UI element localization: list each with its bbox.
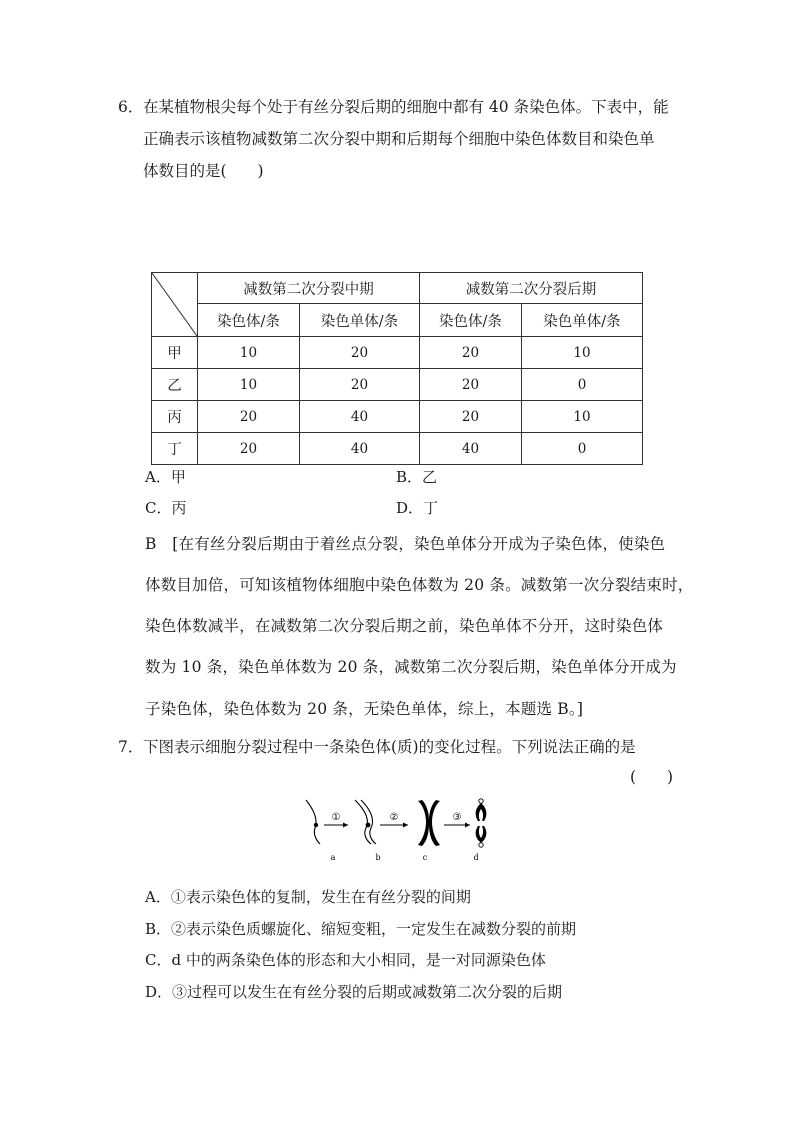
step-label-1: ① <box>331 812 341 823</box>
table-cell: 40 <box>300 433 420 465</box>
chromosome-c-shape <box>418 800 440 846</box>
group-header-metaphase-ii: 减数第二次分裂中期 <box>198 273 420 304</box>
arrow-3-icon <box>465 823 470 828</box>
question-6-stem-line-1: 在某植物根尖每个处于有丝分裂后期的细胞中都有 40 条染色体。下表中，能 <box>143 98 669 116</box>
table-cell: 40 <box>300 401 420 433</box>
sub-header: 染色单体/条 <box>522 304 643 337</box>
stage-label-a: a <box>330 853 336 862</box>
chromosome-count-table <box>151 272 643 465</box>
question-6-stem-line-3: 体数目的是( ) <box>143 162 264 180</box>
q7-option-c[interactable]: C．d 中的两条染色体的形态和大小相同，是一对同源染色体 <box>145 951 546 969</box>
table-cell: 20 <box>420 369 522 401</box>
sub-header: 染色体/条 <box>198 304 300 337</box>
daughter-chromosome-top-shape <box>476 803 487 821</box>
q6-answer-line-4: 数为 10 条，染色单体数为 20 条，减数第二次分裂后期，染色单体分开成为 <box>145 658 677 676</box>
question-7-stem: 下图表示细胞分裂过程中一条染色体(质)的变化过程。下列说法正确的是 <box>143 738 636 756</box>
table-row <box>152 433 643 465</box>
sub-header: 染色单体/条 <box>300 304 420 337</box>
row-label: 丁 <box>152 433 198 465</box>
table-row <box>152 401 643 433</box>
chromatin-a-shape <box>306 800 320 844</box>
row-label: 丙 <box>152 401 198 433</box>
row-label: 甲 <box>152 337 198 369</box>
arrow-2-icon <box>403 823 408 828</box>
step-label-2: ② <box>389 812 399 823</box>
q6-answer-line-3: 染色体数减半，在减数第二次分裂后期之前，染色单体不分开，这时染色体 <box>145 617 664 635</box>
question-6-stem-line-2: 正确表示该植物减数第二次分裂中期和后期每个细胞中染色体数目和染色单 <box>143 130 655 148</box>
chromosome-change-figure <box>300 798 500 848</box>
row-label: 乙 <box>152 369 198 401</box>
table-cell: 0 <box>522 433 643 465</box>
arrow-1-icon <box>343 823 348 828</box>
table-cell: 20 <box>300 369 420 401</box>
centromere-a-shape <box>314 823 318 827</box>
table-cell: 10 <box>198 369 300 401</box>
question-7-answer-bracket: ( ) <box>630 768 674 786</box>
table-cell: 20 <box>198 433 300 465</box>
table-cell: 10 <box>522 337 643 369</box>
table-cell: 10 <box>522 401 643 433</box>
q6-answer-line-5: 子染色体，染色体数为 20 条，无染色单体，综上，本题选 B。] <box>145 700 584 718</box>
chromatid-b1-shape <box>355 800 371 844</box>
q6-option-d[interactable]: D．丁 <box>396 499 439 517</box>
table-cell: 20 <box>420 401 522 433</box>
table-diagonal-corner <box>152 273 198 337</box>
figure-stage-labels <box>300 848 500 866</box>
table-cell: 10 <box>198 337 300 369</box>
centromere-b-shape <box>366 823 371 828</box>
daughter-chromosome-bottom-shape <box>476 826 487 843</box>
table-row <box>152 369 643 401</box>
stage-label-b: b <box>375 853 381 862</box>
question-7-number: 7． <box>118 738 144 756</box>
stage-label-c: c <box>422 853 428 862</box>
q6-answer-line-1: B [在有丝分裂后期由于着丝点分裂，染色单体分开成为子染色体，使染色 <box>145 535 666 553</box>
sub-header: 染色体/条 <box>420 304 522 337</box>
centromere-d-top-shape <box>479 799 483 803</box>
table-cell: 0 <box>522 369 643 401</box>
chromatid-b2-shape <box>361 800 376 844</box>
table-row <box>152 337 643 369</box>
stage-label-d: d <box>473 853 479 862</box>
q7-option-a[interactable]: A．①表示染色体的复制，发生在有丝分裂的间期 <box>145 888 471 906</box>
table-cell: 20 <box>420 337 522 369</box>
q7-option-b[interactable]: B．②表示染色质螺旋化、缩短变粗，一定发生在减数分裂的前期 <box>145 920 577 938</box>
q7-option-d[interactable]: D．③过程可以发生在有丝分裂的后期或减数第二次分裂的后期 <box>145 983 563 1001</box>
q6-option-b[interactable]: B．乙 <box>396 468 438 486</box>
table-cell: 20 <box>198 401 300 433</box>
table-cell: 40 <box>420 433 522 465</box>
q6-option-c[interactable]: C．丙 <box>145 499 187 517</box>
centromere-d-bottom-shape <box>479 843 483 847</box>
q6-option-a[interactable]: A．甲 <box>145 468 186 486</box>
step-label-3: ③ <box>452 812 462 823</box>
question-6-number: 6． <box>118 98 144 116</box>
table-cell: 20 <box>300 337 420 369</box>
q6-answer-line-2: 体数目加倍，可知该植物体细胞中染色体数为 20 条。减数第一次分裂结束时， <box>145 576 694 594</box>
group-header-anaphase-ii: 减数第二次分裂后期 <box>420 273 643 304</box>
